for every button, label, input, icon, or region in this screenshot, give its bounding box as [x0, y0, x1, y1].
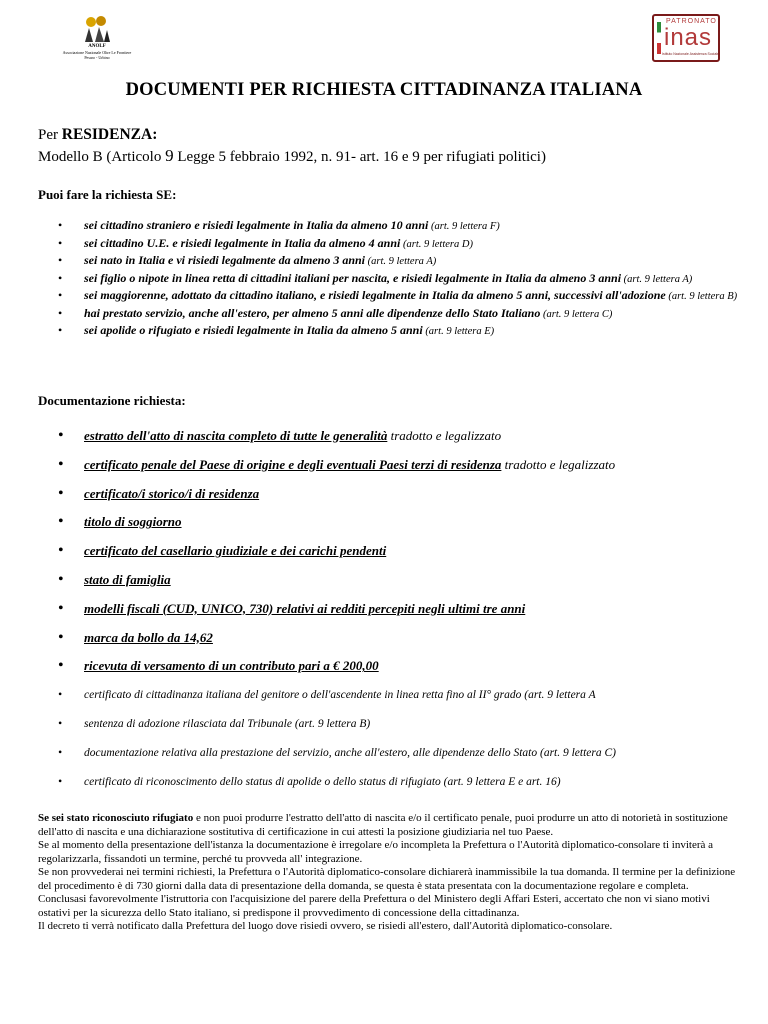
list-item — [38, 218, 738, 235]
requisito-ref: (art. 9 lettera C) — [540, 308, 613, 320]
list-item — [38, 483, 758, 512]
inas-name: inas — [664, 24, 713, 51]
documento-main: certificato penale del Paese di origine e degli eventuali Paesi terzi di residenza — [84, 456, 502, 472]
list-item — [38, 598, 758, 627]
note-paragraph: Il decreto ti verrà notificato dalla Prefettura del luogo dove risiedi ovvero, se risiedi all'estero, dall'Autorità diplomatico-consolare. — [38, 920, 613, 932]
list-item — [38, 655, 758, 684]
requisito-text: sei figlio o nipote in linea retta di cittadini italiani per nascita, e risiedi legalmente in Italia da almeno 3 anni — [84, 270, 622, 285]
requisito-ref: (art. 9 lettera D) — [400, 238, 473, 250]
list-item — [38, 511, 758, 540]
requisito-text: sei nato in Italia e vi risiedi legalmente da almeno 3 anni — [84, 253, 366, 267]
requisiti-list — [38, 218, 738, 341]
list-item — [38, 306, 738, 323]
list-item: • sentenza di adozione rilasciata dal Tribunale (art. 9 lettera B) — [38, 713, 758, 742]
anolf-place: Pesaro - Urbino — [84, 55, 110, 60]
documentazione-heading: Documentazione richiesta: — [38, 393, 186, 408]
page-title: DOCUMENTI PER RICHIESTA CITTADINANZA ITALIANA — [125, 80, 643, 100]
requisito-text: sei apolide o rifugiato e risiedi legalmente in Italia da almeno 5 anni — [84, 323, 423, 337]
note-paragraph — [38, 812, 738, 839]
list-item — [38, 253, 738, 270]
documento-main: stato di famiglia — [84, 571, 171, 587]
requisiti-heading: Puoi fare la richiesta SE: — [38, 187, 177, 202]
list-item: • documentazione relativa alla prestazione del servizio, anche all'estero, alle dipendenze dello Stato (art. 9 lettera C) — [38, 742, 758, 771]
anolf-caption: Associazione Nazionale Oltre Le Frontiere — [62, 50, 132, 55]
notes-section — [38, 812, 738, 934]
requisito-ref: (art. 9 lettera A) — [365, 256, 437, 267]
requisito-text: sei maggiorenne, adottato da cittadino italiano, e risiedi legalmente in Italia da almeno 5 anni, successivi all'adozione — [84, 288, 666, 302]
list-item — [38, 288, 738, 305]
documento-main: estratto dell'atto di nascita completo di tutte le generalità — [84, 428, 388, 443]
inas-logo-icon — [657, 22, 661, 54]
documento-main: marca da bollo da 14,62 — [84, 629, 213, 645]
list-item — [38, 271, 738, 288]
modello-before: Modello B (Articolo — [38, 149, 166, 165]
list-item — [38, 454, 758, 483]
list-item: • certificato di riconoscimento dello status di apolide o dello status di rifugiato (art. 9 lettera E e art. 16) — [38, 771, 758, 800]
documento-main: modelli fiscali (CUD, UNICO, 730) relativi ai redditi percepiti negli ultimi tre anni — [84, 600, 526, 616]
per-residenza — [38, 126, 157, 144]
per-prefix: Per — [38, 127, 62, 143]
requisito-ref: (art. 9 lettera E) — [422, 326, 495, 337]
inas-logo — [652, 14, 720, 62]
requisito-text: sei cittadino straniero e risiedi legalmente in Italia da almeno 10 anni — [84, 218, 429, 232]
list-item — [38, 540, 758, 569]
list-item — [38, 323, 738, 340]
note-text: e non puoi produrre l'estratto dell'atto di nascita e/o il certificato penale, puoi produrre un atto di notorietà in sostituzione dell'atto di nascita e una dichiarazione sostitutiva di certificazione in cui attesti la posizione giudiziaria nel tuo Paese. — [38, 812, 728, 838]
documento-main: ricevuta di versamento di un contributo pari a € 200,00 — [84, 658, 379, 674]
modello-num: 9 — [165, 146, 174, 165]
modello-line — [38, 146, 546, 166]
list-item: • certificato di cittadinanza italiana del genitore o dell'ascendente in linea retta fino al II° grado (art. 9 lettera A — [38, 684, 758, 713]
list-item — [38, 236, 738, 253]
documento-extra: tradotto e legalizzato — [501, 456, 616, 472]
list-item — [38, 627, 758, 656]
modello-after: Legge 5 febbraio 1992, n. 91- art. 16 e 9 per rifugiati politici) — [173, 149, 546, 165]
per-label: RESIDENZA: — [61, 126, 158, 143]
note-paragraph: Se non provvederai nei termini richiesti, la Prefettura o l'Autorità diplomatico-consolare dichiarerà inammissibile la tua domanda. Il termine per la definizione del procedimento è di 730 giorni dalla data di presentazione della domanda, se questa è stata presentata con la documentazione regolare e completa. — [38, 866, 736, 892]
anolf-logo-icon — [77, 14, 117, 44]
note-bold: Se sei stato riconosciuto rifugiato — [38, 812, 194, 824]
list-item — [38, 569, 758, 598]
anolf-logo — [52, 14, 142, 64]
note-paragraph: Conclusasi favorevolmente l'istruttoria con l'acquisizione del parere della Prefettura o del Ministero degli Affari Esteri, accertato che non vi siano motivi ostativi per la sicurezza dello Stato italiano, si predispone il provvedimento di concessione della cittadinanza. — [38, 893, 710, 919]
inas-sub: Istituto Nazionale Assistenza Sociale — [662, 52, 720, 56]
anolf-name: ANOLF — [88, 44, 106, 49]
list-item — [38, 425, 758, 454]
note-paragraph: Se al momento della presentazione dell'istanza la documentazione è irregolare e/o incompleta la Prefettura o l'Autorità diplomatico-consolare ti inviterà a regolarizzarla, fissandoti un termine, perché tu provveda all' integrazione. — [38, 839, 714, 865]
documento-main: certificato del casellario giudiziale e dei carichi pendenti — [84, 543, 387, 559]
inas-top: PATRONATO — [666, 18, 717, 25]
documento-extra: tradotto e legalizzato — [387, 428, 502, 443]
requisito-ref: (art. 9 lettera B) — [665, 291, 738, 302]
documenti-list — [38, 425, 758, 799]
requisito-text: sei cittadino U.E. e risiedi legalmente in Italia da almeno 4 anni — [84, 235, 401, 250]
requisito-ref: (art. 9 lettera A) — [621, 273, 693, 285]
documento-main: certificato/i storico/i di residenza — [84, 485, 260, 501]
documento-main: titolo di soggiorno — [84, 514, 182, 530]
requisito-ref: (art. 9 lettera F) — [428, 221, 500, 232]
requisito-text: hai prestato servizio, anche all'estero, per almeno 5 anni alle dipendenze dello Stato Italiano — [84, 305, 541, 320]
